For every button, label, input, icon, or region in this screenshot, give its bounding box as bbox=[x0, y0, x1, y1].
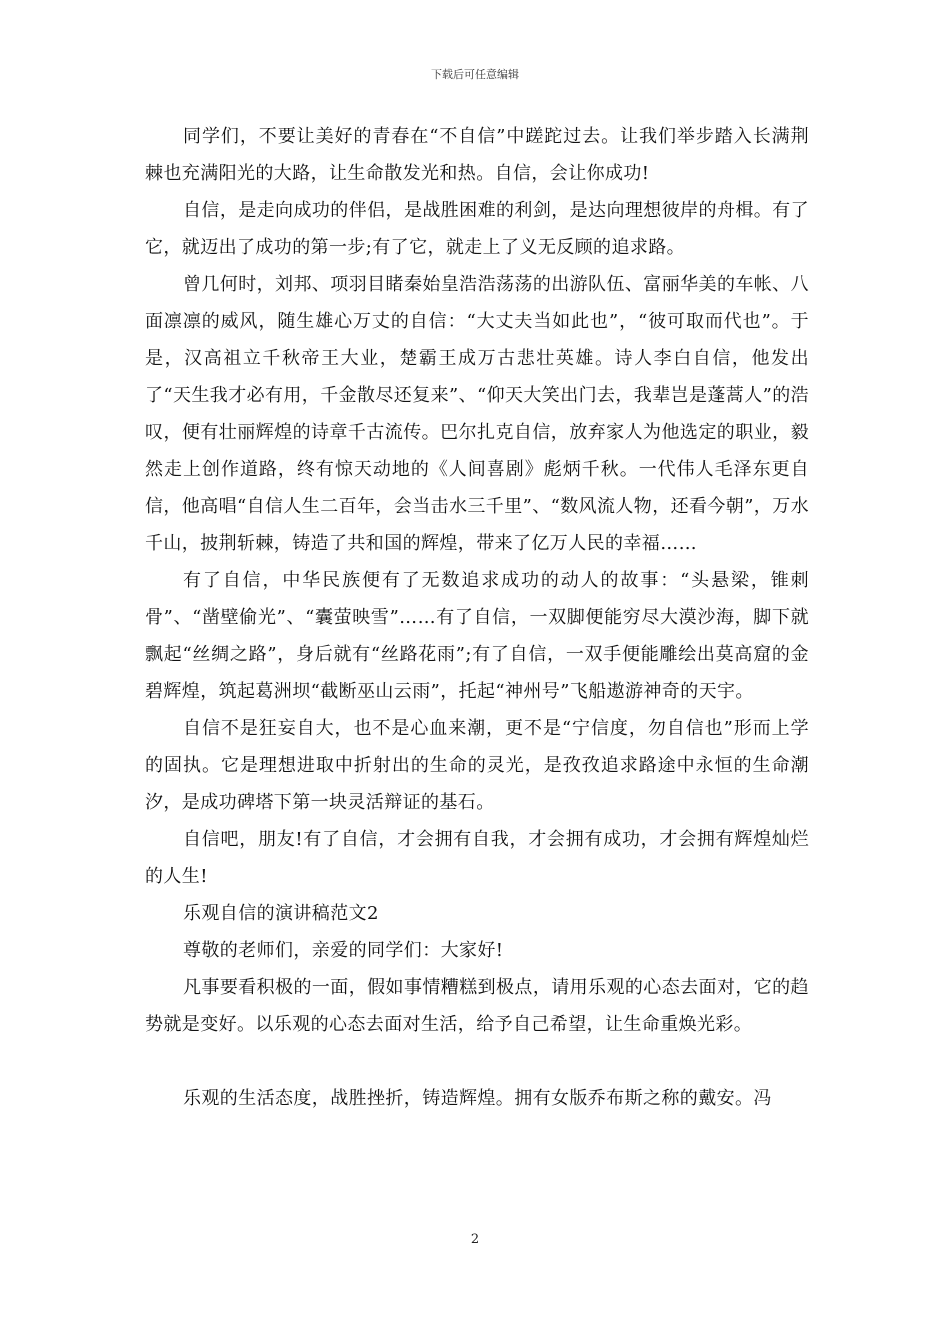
paragraph: 自信吧，朋友!有了自信，才会拥有自我，才会拥有成功，才会拥有辉煌灿烂的人生! bbox=[145, 829, 809, 887]
section-title: 乐观自信的演讲稿范文2 bbox=[183, 903, 379, 924]
paragraph: 自信不是狂妄自大，也不是心血来潮，更不是“宁信度，勿自信也”形而上学的固执。它是理想进取中折射出的生命的灵光，是孜孜追求路途中永恒的生命潮汐，是成功碑塔下第一块灵活辩证的基石。 bbox=[145, 718, 809, 813]
paragraph: 凡事要看积极的一面，假如事情糟糕到极点，请用乐观的心态去面对，它的趋势就是变好。以乐观的心态去面对生活，给予自己希望，让生命重焕光彩。 bbox=[145, 977, 809, 1035]
page-number: 2 bbox=[470, 1232, 480, 1247]
salutation: 尊敬的老师们，亲爱的同学们：大家好! bbox=[183, 940, 504, 961]
paragraph: 曾几何时，刘邦、项羽目睹秦始皇浩浩荡荡的出游队伍、富丽华美的车帐、八面凛凛的威风，随生雄心万丈的自信：“大丈夫当如此也”，“彼可取而代也”。于是，汉高祖立千秋帝王大业，楚霸王成万古悲壮英雄。诗人李白自信，他发出了“天生我才必有用，千金散尽还复来”、“仰天大笑出门去，我辈岂是蓬蒿人”的浩叹，便有壮丽辉煌的诗章千古流传。巴尔扎克自信，放弃家人为他选定的职业，毅然走上创作道路，终有惊天动地的《人间喜剧》彪炳千秋。一代伟人毛泽东更自信，他高唱“自信人生二百年，会当击水三千里”、“数风流人物，还看今朝”，万水千山，披荆斩棘，铸造了共和国的辉煌，带来了亿万人民的幸福…… bbox=[145, 274, 810, 554]
paragraph: 有了自信，中华民族便有了无数追求成功的动人的故事：“头悬梁，锥刺骨”、“凿壁偷光”、“囊萤映雪”……有了自信，一双脚便能穷尽大漠沙海，脚下就飘起“丝绸之路”，身后就有“丝路花雨”;有了自信，一双手便能雕绘出莫高窟的金碧辉煌，筑起葛洲坝“截断巫山云雨”，托起“神州号”飞船遨游神奇的天宇。 bbox=[145, 570, 809, 702]
paragraph: 乐观的生活态度，战胜挫折，铸造辉煌。拥有女版乔布斯之称的戴安。冯 bbox=[183, 1088, 772, 1109]
document-body bbox=[145, 118, 809, 1117]
blank-line bbox=[145, 1043, 809, 1080]
paragraph: 同学们，不要让美好的青春在“不自信”中蹉跎过去。让我们举步踏入长满荆棘也充满阳光的大路，让生命散发光和热。自信，会让你成功! bbox=[145, 126, 809, 184]
page-header: 下载后可任意编辑 bbox=[431, 68, 519, 81]
paragraph: 自信，是走向成功的伴侣，是战胜困难的利剑，是达向理想彼岸的舟楫。有了它，就迈出了成功的第一步;有了它，就走上了义无反顾的追求路。 bbox=[145, 200, 809, 258]
